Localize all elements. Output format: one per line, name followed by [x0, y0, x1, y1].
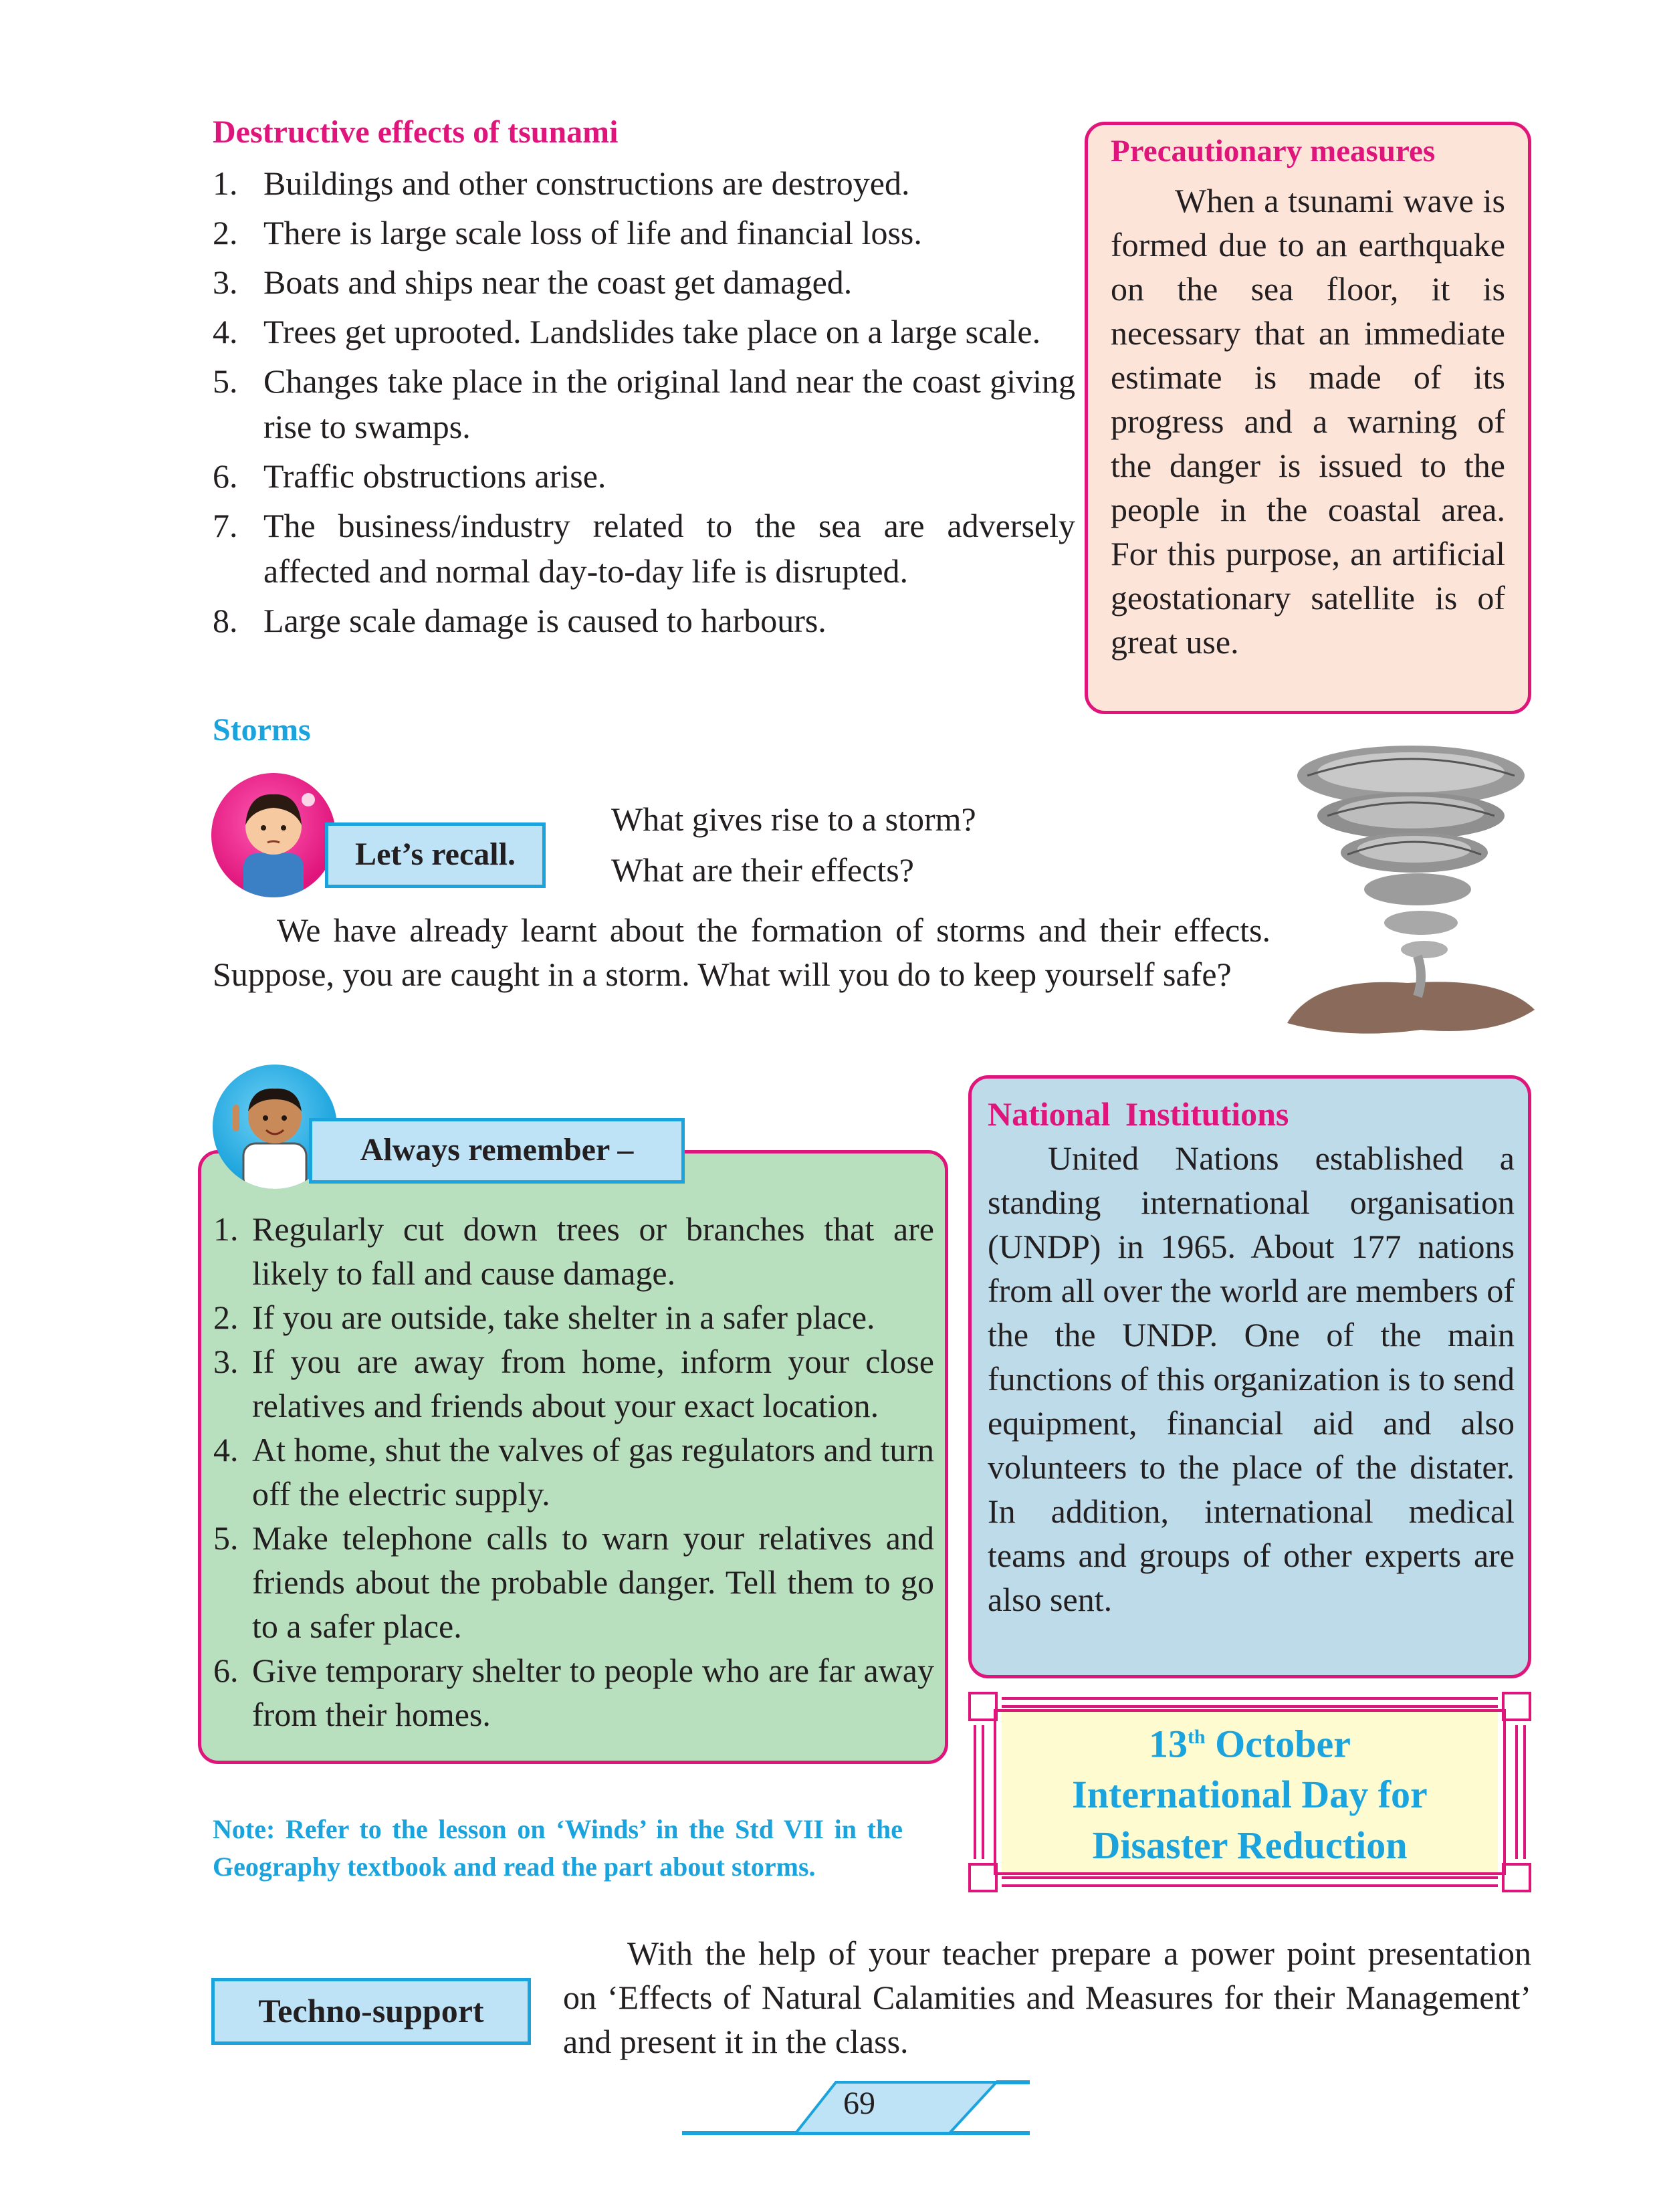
national-institutions-box	[968, 1075, 1531, 1678]
disaster-day-panel	[1002, 1712, 1498, 1872]
lets-recall-label: Let’s recall.	[325, 822, 546, 888]
list-text: If you are away from home, inform your close relatives and friends about your exact location.	[252, 1343, 934, 1424]
list-item	[213, 358, 1075, 449]
list-number: 5.	[213, 1519, 239, 1557]
always-remember-label: Always remember –	[309, 1118, 685, 1184]
list-item	[213, 1648, 934, 1737]
list-number: 6.	[213, 1652, 239, 1689]
list-text: There is large scale loss of life and financial loss.	[263, 214, 922, 251]
precaution-box	[1085, 122, 1531, 714]
list-text: Traffic obstructions arise.	[263, 457, 606, 495]
list-number: 3.	[213, 263, 238, 301]
national-institutions-text: United Nations established a standing international organisation (UNDP) in 1965. About 177 nations from all over the world are members of the the UNDP. One of the main functions of this organization is to send equipment, financial aid and also volunteers to the place of the distater. In addition, international medical teams and groups of other experts are also sent.	[988, 1139, 1515, 1618]
precaution-text: When a tsunami wave is formed due to an earthquake on the sea floor, it is necessary that an immediate estimate is made of its progress and a warning of the danger is issued to the people in the coastal area. For this purpose, an artificial geostationary satellite is of great use.	[1111, 182, 1505, 661]
precaution-title: Precautionary measures	[1111, 134, 1436, 169]
list-item	[213, 210, 1075, 255]
list-item	[213, 1339, 934, 1428]
tsunami-effects-list	[213, 160, 1075, 647]
list-text: Give temporary shelter to people who are far away from their homes.	[252, 1652, 934, 1733]
list-number: 4.	[213, 313, 238, 350]
disaster-day-line-3: Disaster Reduction	[1092, 1823, 1408, 1868]
storms-heading: Storms	[213, 712, 311, 748]
list-item	[213, 160, 1075, 206]
list-item	[213, 1428, 934, 1516]
techno-support-label: Techno-support	[211, 1978, 531, 2045]
list-text: Boats and ships near the coast get damaged.	[263, 263, 853, 301]
geography-note: Note: Refer to the lesson on ‘Winds’ in the Std VII in the Geography textbook and read the part about storms.	[213, 1814, 903, 1882]
list-number: 2.	[213, 214, 238, 251]
list-text: At home, shut the valves of gas regulators and turn off the electric supply.	[252, 1431, 934, 1513]
recall-question-2: What are their effects?	[611, 851, 914, 889]
list-text: Make telephone calls to warn your relatives and friends about the probable danger. Tell them to go to a safer place.	[252, 1519, 934, 1645]
list-number: 5.	[213, 362, 238, 400]
list-item	[213, 259, 1075, 305]
list-text: The business/industry related to the sea are adversely affected and normal day-to-day life is disrupted.	[263, 507, 1075, 590]
list-number: 4.	[213, 1431, 239, 1468]
tornado-illustration	[1274, 736, 1541, 1043]
list-number: 1.	[213, 164, 238, 202]
date-suffix: th	[1187, 1726, 1206, 1748]
list-text: Buildings and other constructions are destroyed.	[263, 164, 910, 202]
tornado-icon	[1274, 736, 1541, 1043]
list-item	[213, 453, 1075, 499]
list-number: 2.	[213, 1299, 239, 1336]
disaster-day-date	[1002, 1712, 1498, 1769]
always-remember-list	[213, 1207, 934, 1737]
list-text: Regularly cut down trees or branches that are likely to fall and cause damage.	[252, 1210, 934, 1292]
list-item	[213, 309, 1075, 354]
date-month: October	[1215, 1722, 1351, 1766]
list-item	[213, 1207, 934, 1295]
list-item	[213, 1295, 934, 1339]
storm-paragraph: We have already learnt about the formation of storms and their effects. Suppose, you are caught in a storm. What will you do to keep yourself safe?	[213, 911, 1270, 993]
list-number: 6.	[213, 457, 238, 495]
list-item	[213, 1516, 934, 1648]
list-number: 3.	[213, 1343, 239, 1380]
page-number: 69	[843, 2086, 875, 2121]
girl-icon	[211, 773, 336, 897]
recall-question-1: What gives rise to a storm?	[611, 800, 976, 838]
list-item	[213, 598, 1075, 643]
always-remember-box	[198, 1150, 948, 1764]
girl-thinking-illustration	[211, 773, 336, 897]
list-text: If you are outside, take shelter in a safer place.	[252, 1299, 875, 1336]
list-text: Large scale damage is caused to harbours.	[263, 602, 826, 639]
tsunami-heading: Destructive effects of tsunami	[213, 114, 619, 150]
list-text: Trees get uprooted. Landslides take place on a large scale.	[263, 313, 1041, 350]
techno-support-text: With the help of your teacher prepare a power point presentation on ‘Effects of Natural Calamities and Measures for their Management’ and present it in the class.	[563, 1934, 1531, 2060]
date-day: 13	[1148, 1722, 1188, 1766]
list-number: 8.	[213, 602, 238, 639]
list-item	[213, 503, 1075, 594]
disaster-day-line-2: International Day for	[1072, 1773, 1428, 1817]
national-institutions-title: National Institutions	[988, 1095, 1289, 1133]
list-text: Changes take place in the original land near the coast giving rise to swamps.	[263, 362, 1075, 445]
list-number: 7.	[213, 507, 238, 544]
list-number: 1.	[213, 1210, 239, 1248]
